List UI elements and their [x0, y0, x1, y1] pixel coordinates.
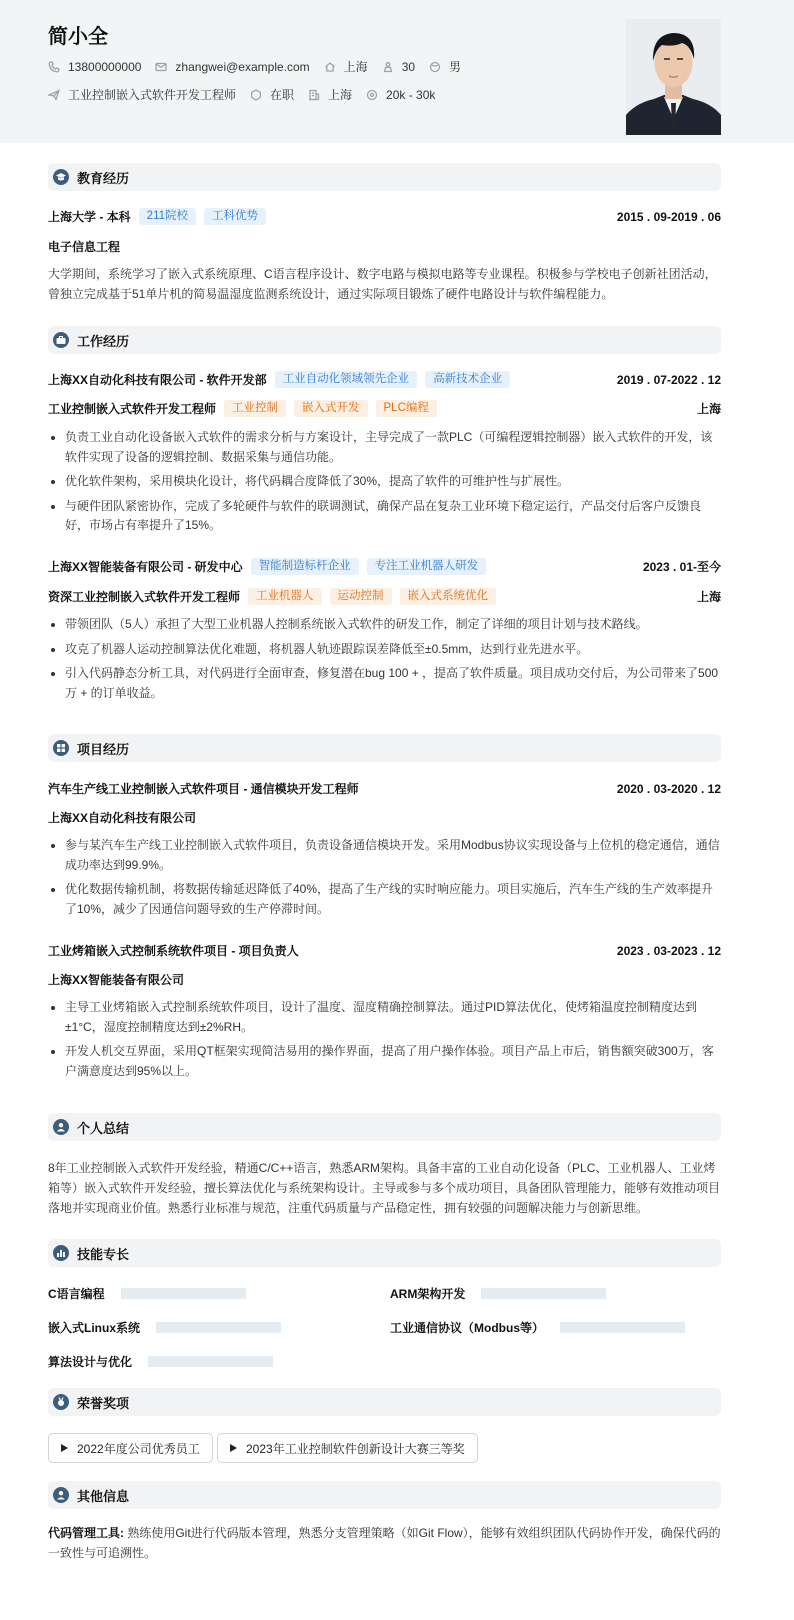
list-item: 带领团队（5人）承担了大型工业机器人控制系统嵌入式软件的研发工作，制定了详细的项目计划与技术路线。 [48, 615, 724, 635]
company-name: 上海XX智能装备有限公司 - 研发中心 [48, 560, 243, 574]
work-bullet-list [48, 615, 724, 708]
hometown-info [324, 58, 368, 75]
work-position-row [48, 588, 721, 605]
list-item: 主导工业烤箱嵌入式控制系统软件项目，设计了温度、湿度精确控制算法。通过PID算法优化，使烤箱温度控制精度达到±1°C，湿度控制精度达到±2%RH。 [48, 998, 724, 1037]
contact-info-row [48, 58, 475, 75]
company-tag: 智能制造标杆企业 [251, 558, 359, 575]
project-name: 汽车生产线工业控制嵌入式软件项目 - 通信模块开发工程师 [48, 782, 359, 796]
grid-icon [53, 740, 69, 756]
other-label: 代码管理工具: [48, 1526, 124, 1540]
summary-title: 个人总结 [77, 1120, 130, 1136]
other-content: 熟练使用Git进行代码版本管理，熟悉分支管理策略（如Git Flow），能够有效组织团队代码协作开发，确保代码的一致性与可追溯性。 [48, 1526, 721, 1560]
resume-header [0, 0, 794, 143]
skill-name: 算法设计与优化 [48, 1355, 133, 1369]
project-period: 2023 . 03-2023 . 12 [616, 943, 721, 958]
list-item: 开发人机交互界面，采用QT框架实现简洁易用的操作界面，提高了用户操作体验。项目产品上市后，销售额突破300万，客户满意度达到95%以上。 [48, 1042, 724, 1081]
home-icon [324, 61, 336, 73]
work-bullet-list [48, 428, 724, 541]
education-header-row [48, 208, 721, 225]
gender-text: 男 [449, 60, 462, 74]
job-intent-row [48, 86, 449, 103]
hometown-text: 上海 [343, 60, 368, 74]
gender-info [429, 58, 461, 75]
position-tag: 工业控制 [224, 400, 286, 417]
list-item: 优化软件架构，采用模块化设计，将代码耦合度降低了30%，提高了软件的可维护性与扩展性。 [48, 472, 724, 492]
major-name: 电子信息工程 [48, 240, 121, 254]
age-icon [382, 61, 394, 73]
triangle-right-icon [230, 1444, 237, 1452]
position-tag: PLC编程 [376, 400, 437, 417]
skill-level-bar [156, 1322, 281, 1333]
graduation-cap-icon [53, 169, 69, 185]
work-period: 2019 . 07-2022 . 12 [616, 372, 721, 387]
gender-icon [429, 61, 441, 73]
education-period: 2015 . 09-2019 . 06 [616, 209, 721, 224]
skill-item [390, 1285, 606, 1302]
profile-photo [626, 19, 721, 135]
summary-text: 8年工业控制嵌入式软件开发经验，精通C/C++语言，熟悉ARM架构。具备丰富的工业自动化设备（PLC、工业机器人、工业烤箱等）嵌入式软件开发经验，擅长算法优化与系统架构设计。主导或参与多个成功项目，具备团队管理能力，能够有效推动项目落地并实现商业价值。熟悉行业标准与规范，注重代码质量与产品稳定性，拥有较强的问题解决能力与创新思维。 [48, 1161, 721, 1215]
target-job-text: 工业控制嵌入式软件开发工程师 [68, 88, 237, 102]
medal-icon [53, 1394, 69, 1410]
skill-level-bar [148, 1356, 273, 1367]
project-company-row [48, 809, 721, 826]
work-city: 上海 [696, 590, 721, 604]
skill-item [48, 1285, 246, 1302]
award-label: 2022年度公司优秀员工 [77, 1441, 200, 1456]
status-info [250, 86, 294, 103]
other-section-header [48, 1481, 721, 1509]
education-title: 教育经历 [77, 170, 130, 186]
position-tag: 嵌入式系统优化 [400, 588, 497, 605]
skill-name: 工业通信协议（Modbus等） [390, 1321, 544, 1335]
project-name: 工业烤箱嵌入式控制系统软件项目 - 项目负责人 [48, 944, 299, 958]
other-title: 其他信息 [77, 1488, 130, 1504]
list-item: 引入代码静态分析工具，对代码进行全面审查，修复潜在bug 100 + ，提高了软件质量。项目成功交付后，为公司带来了500万 + 的订单收益。 [48, 664, 724, 703]
position-tag: 工业机器人 [248, 588, 322, 605]
project-bullet-list [48, 998, 724, 1086]
bar-chart-icon [53, 1245, 69, 1261]
school-tag: 211院校 [139, 208, 196, 225]
position-name: 资深工业控制嵌入式软件开发工程师 [48, 590, 241, 604]
project-title-row [48, 942, 721, 959]
award-item [217, 1433, 478, 1463]
mail-icon [155, 61, 167, 73]
person-info-icon [53, 1487, 69, 1503]
major-row [48, 238, 721, 255]
award-item [48, 1433, 213, 1463]
work-title: 工作经历 [77, 333, 130, 349]
target-city-text: 上海 [328, 88, 353, 102]
project-company-row [48, 971, 721, 988]
award-label: 2023年工业控制软件创新设计大赛三等奖 [246, 1441, 465, 1456]
salary-text: 20k - 30k [386, 87, 436, 102]
work-company-row [48, 558, 721, 575]
skill-item [48, 1353, 273, 1370]
email-info [155, 60, 309, 74]
triangle-right-icon [61, 1444, 68, 1452]
phone-icon [48, 61, 60, 73]
candidate-name: 简小全 [48, 26, 108, 48]
project-company: 上海XX自动化科技有限公司 [48, 811, 197, 825]
work-company-row [48, 371, 721, 388]
company-tag: 工业自动化领域领先企业 [275, 371, 418, 388]
status-icon [250, 89, 262, 101]
skill-level-bar [121, 1288, 246, 1299]
position-name: 工业控制嵌入式软件开发工程师 [48, 402, 217, 416]
company-tag: 专注工业机器人研发 [367, 558, 487, 575]
awards-title: 荣誉奖项 [77, 1395, 130, 1411]
user-icon [53, 1119, 69, 1135]
project-title: 项目经历 [77, 741, 130, 757]
target-city-info [308, 86, 352, 103]
project-title-row [48, 780, 721, 797]
awards-section-header [48, 1388, 721, 1416]
skill-name: ARM架构开发 [390, 1287, 466, 1301]
salary-info [366, 88, 435, 102]
email-text: zhangwei@example.com [175, 59, 310, 74]
project-section-header [48, 734, 721, 762]
other-info-text [48, 1523, 728, 1563]
portrait-image [626, 19, 721, 135]
skills-section-header [48, 1239, 721, 1267]
work-section-header [48, 326, 721, 354]
list-item: 与硬件团队紧密协作，完成了多轮硬件与软件的联调测试，确保产品在复杂工业环境下稳定运行，产品交付后客户反馈良好，市场占有率提升了15%。 [48, 497, 724, 536]
send-icon [48, 89, 60, 101]
age-info [382, 60, 415, 74]
list-item: 攻克了机器人运动控制算法优化难题，将机器人轨迹跟踪误差降低至±0.5mm，达到行业先进水平。 [48, 640, 724, 660]
phone-info [48, 60, 141, 74]
building-icon [308, 89, 320, 101]
age-text: 30 [401, 59, 416, 74]
school-name: 上海大学 - 本科 [48, 210, 131, 224]
company-name: 上海XX自动化科技有限公司 - 软件开发部 [48, 373, 267, 387]
project-period: 2020 . 03-2020 . 12 [616, 781, 721, 796]
list-item: 负责工业自动化设备嵌入式软件的需求分析与方案设计，主导完成了一款PLC（可编程逻辑控制器）嵌入式软件的开发，该软件实现了设备的逻辑控制、数据采集与通信功能。 [48, 428, 724, 467]
education-description: 大学期间，系统学习了嵌入式系统原理、C语言程序设计、数字电路与模拟电路等专业课程。积极参与学校电子创新社团活动，曾独立完成基于51单片机的简易温湿度监测系统设计，通过实际项目锻炼了硬件电路设计与软件编程能力。 [48, 267, 717, 301]
work-city: 上海 [696, 402, 721, 416]
salary-icon [366, 89, 378, 101]
target-job-info [48, 86, 236, 103]
skill-level-bar [560, 1322, 685, 1333]
work-position-row [48, 400, 721, 417]
status-text: 在职 [270, 88, 295, 102]
summary-section-header [48, 1113, 721, 1141]
position-tag: 运动控制 [330, 588, 392, 605]
phone-text: 13800000000 [68, 59, 142, 74]
skills-title: 技能专长 [77, 1246, 130, 1262]
education-section-header [48, 163, 721, 191]
skill-item [390, 1319, 685, 1336]
position-tag: 嵌入式开发 [294, 400, 368, 417]
work-period: 2023 . 01-至今 [642, 560, 721, 574]
skill-level-bar [481, 1288, 606, 1299]
briefcase-icon [53, 332, 69, 348]
company-tag: 高新技术企业 [425, 371, 510, 388]
skill-name: C语言编程 [48, 1287, 105, 1301]
list-item: 参与某汽车生产线工业控制嵌入式软件项目，负责设备通信模块开发。采用Modbus协议实现设备与上位机的稳定通信，通信成功率达到99.9%。 [48, 836, 724, 875]
list-item: 优化数据传输机制，将数据传输延迟降低了40%，提高了生产线的实时响应能力。项目实施后，汽车生产线的生产效率提升了10%，减少了因通信问题导致的生产停滞时间。 [48, 880, 724, 919]
project-bullet-list [48, 836, 724, 924]
school-tag: 工科优势 [204, 208, 266, 225]
skill-item [48, 1319, 281, 1336]
skill-name: 嵌入式Linux系统 [48, 1321, 140, 1335]
project-company: 上海XX智能装备有限公司 [48, 973, 185, 987]
